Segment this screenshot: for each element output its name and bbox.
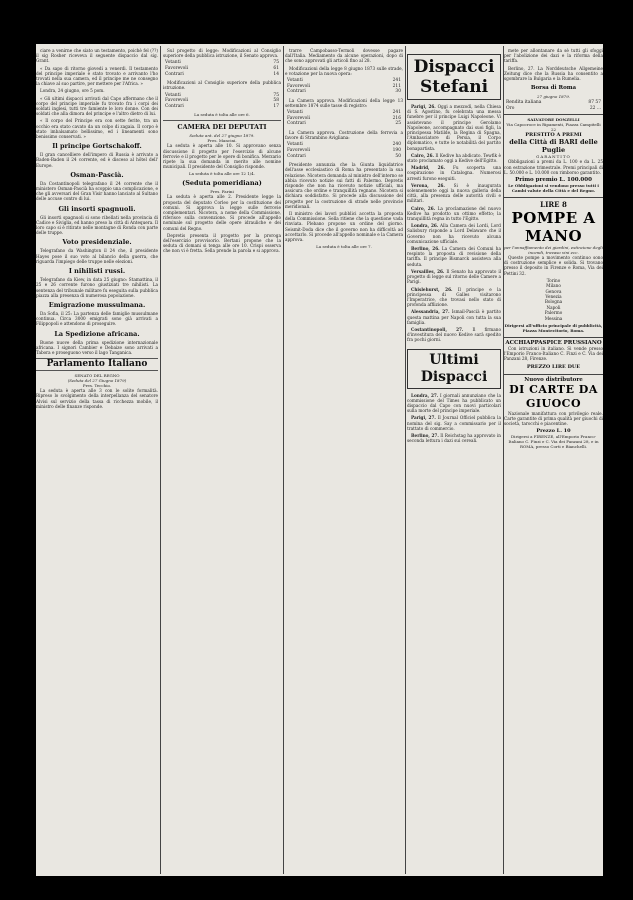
latest-dispatch-list bbox=[407, 393, 501, 444]
table-row: Votanti 75 bbox=[165, 92, 279, 98]
paragraph: Il ministro dei lavori pubblici accetta la proposta della Commissione. Sella ritiene che la questione vada rinviata. Plebano propone un ordine del giorno. Seismit-Doda dice che il governo non ha difficoltà ad accettarlo. Si procede all'appello nominale e la Camera approva. bbox=[285, 211, 403, 243]
paragraph: mete per allontanare da sè tutti gli sfoggi per l'abolizione dei dazi e la riforma della tariffa. bbox=[504, 48, 603, 64]
headline: La Spedizione africana. bbox=[54, 329, 140, 338]
dispatch-item: Costantinopoli, 27. Il firmano d'investitura del nuovo Kedive sarà spedito fra pochi giorni. bbox=[407, 326, 501, 343]
paragraph: Il gran cancelliere dell'impero di Russia è arrivato a Baden-Baden il 24 corrente, ed è disceso al hôtel dell' Europe. bbox=[36, 152, 158, 168]
pump-title: POMPE A MANO bbox=[511, 209, 596, 246]
paragraph: La seduta è aperta alle 3 con le solite formalità. Ripreso lo svolgimento della interpellanza del senatore Alvisi sul servizio della tassa di ricchezza mobile, il ministro delle finanze risponde. bbox=[36, 388, 158, 409]
loan-note: Le Obbligazioni si vendono presso tutti i Cambi valute della Città e del Regno. bbox=[508, 183, 599, 194]
session-date: (Seduta del 27 Giugno 1879) bbox=[67, 378, 127, 384]
closing-note: La seduta è tolta alle ore 6. bbox=[194, 112, 250, 118]
paragraph: Nazionale manifattura con privilegio reale. Carte garantite di prima qualità per giuochi di società, tarocchi e piacentine. bbox=[504, 410, 603, 427]
list-item: Napoli bbox=[546, 304, 561, 310]
table-row: Oro 22 ... bbox=[506, 105, 601, 111]
table-row: Rendita italiana 87 57 bbox=[506, 100, 601, 106]
session-president: Pres. Tecchio. bbox=[82, 383, 112, 389]
paragraph: Con istruzioni in italiano. Si vende presso l'Emporio Franco-Italiano C. Finzi e C. Via dei Panzani 28, Firenze. bbox=[504, 346, 603, 362]
list-item: Venezia bbox=[545, 294, 562, 300]
stamp-advertisement bbox=[504, 337, 603, 372]
dispatch-list bbox=[407, 104, 501, 343]
loan-title: PRESTITO A PREMI bbox=[525, 132, 582, 139]
dispatch-item: Berlino, 27. Il Reichstag ha approvato in seconda lettura i dazi sui cereali. bbox=[407, 432, 501, 444]
list-item: Torino bbox=[546, 277, 561, 283]
paragraph: La Camera approva. Costruzione della ferrovia a favore di Strambino Avigliana: bbox=[285, 129, 403, 141]
section-title: Parlamento Italiano bbox=[36, 358, 158, 371]
closing-note: La seduta è tolta alle ore 7. bbox=[316, 244, 372, 250]
list-item: Bologna bbox=[544, 299, 563, 305]
session-president: Pres. Farini bbox=[210, 189, 234, 195]
stamp-price: PREZZO LIRE DUE bbox=[526, 363, 581, 370]
paragraph: Obbligazioni a premi da L. 100 e da L. 25 con estrazione trimestrale. Premi principali di L. 50.000 e L. 10.000 con rimborso garantito. bbox=[504, 159, 603, 175]
paragraph: Berlino, 27. La Norddeutsche Allgemeine Zeitung dice che la Russia ha consentito a sgombrare la Bulgaria e la Rumelia. bbox=[504, 65, 603, 82]
vote-table bbox=[285, 142, 403, 159]
vote-table bbox=[163, 93, 281, 110]
dispatch-item: Versailles, 26. Il Senato ha approvato il progetto di legge sul ritorno delle Camere a Parigi. bbox=[407, 268, 501, 285]
pump-address: Dirigersi all'ufficio principale di pubblicità, Piazza Montecitorio, Roma. bbox=[504, 323, 603, 334]
paragraph: « Da sapo di ritorno giovedi a venerdi. Il testamento del principe imperiale è stato trovato e arrivanto l'ho trovati nella sua camera, ed il principe me ne consegno la chiave al suo partire, per mettere per l'Africa. » bbox=[36, 65, 158, 87]
list-item: Messina bbox=[544, 315, 563, 321]
closing-note: La seduta è tolta alle ore 12 1/4. bbox=[189, 171, 255, 177]
loan-subtitle: della Città di BARI delle Puglie bbox=[509, 138, 598, 155]
paragraph: La seduta è aperta alle 2. Presidente legge la proposta del deputato Corleo per la costituzione dei comuni. Si approva la legge sulle ferrovie complementari. Nicotera, a nome della Commissione, riferisce sulla convenzione. Si procede all'appello nominale sul progetto delle opere idrauliche e dei comuni del Regno. bbox=[163, 194, 281, 231]
column-4 bbox=[407, 48, 501, 445]
vote-table bbox=[163, 60, 281, 77]
subsection-title: (Seduta pomeridiana) bbox=[182, 179, 262, 188]
list-item: Palermo bbox=[544, 310, 563, 316]
banker-name: SALVATORE DONZELLI bbox=[527, 117, 580, 123]
pump-advertisement bbox=[504, 197, 603, 335]
table-row: Favorevoli 58 bbox=[165, 98, 279, 104]
paragraph: Londra, 24 giugno, ore 5 pom. bbox=[40, 88, 105, 94]
dispatch-item: Cairo, 26. La proclamazione del nuovo Kedive ha prodotto un ottimo effetto; la tranquillità regna in tutto l'Egitto. bbox=[407, 205, 501, 222]
table-row: Contrari 50 bbox=[287, 153, 401, 159]
table-row: Votanti 75 bbox=[165, 60, 279, 66]
dispatch-item: Parigi, 27. Il Journal Officiel pubblica la nomina del sig. Say a commissario per il trattato di commercio. bbox=[407, 415, 501, 431]
paragraph: La Camera approva. Modificazioni della legge 13 settembre 1874 sulle tasse di registro: bbox=[285, 97, 403, 108]
banker-address: Via Capocroce in Ripamenti, Piazza Campitelli 22 bbox=[506, 122, 601, 133]
newspaper-page bbox=[36, 44, 603, 876]
table-row: Favorevoli 211 bbox=[287, 83, 401, 89]
paragraph: trarre Campobasso-Termoli dovesse pagare dall'Italia. Mediamento da alcune operazioni, dopo di che sono approvati gli articoli fino al 28. bbox=[285, 48, 403, 64]
table-row: Contrari 17 bbox=[165, 103, 279, 109]
session-date: Seduta ant. del 27 giugno 1879. bbox=[189, 133, 255, 139]
dispatch-item: Chislehurst, 26. Il principe e la principessa di Galles visitarono l'Imperatrice, che trovasi nello stato di profonda afflizione. bbox=[407, 286, 501, 308]
headline: Emigrazione mussulmana. bbox=[48, 300, 146, 309]
paragraph: Da Costantinopoli telegrafano il 24 corrente che il ministero Osman-Pascià ha scoppio una complicazione, e che gli avversari del Gran Visir hanno lanciato al Sultano delle accuse contro di lui. bbox=[36, 180, 158, 202]
column-3 bbox=[285, 48, 403, 249]
bourse-table bbox=[504, 100, 603, 111]
column-divider bbox=[405, 46, 406, 874]
paragraph: ciare a venirne che siato un testamento, poichè fel (??) il sig Rosher riceveva il seguente dispaccio dal sig. Grant. bbox=[36, 48, 158, 64]
bourse-date: 27 giugno 1879. bbox=[536, 94, 571, 100]
loan-guarantee: GARANTITO bbox=[536, 154, 571, 160]
loan-prize: Primo premio L. 100.000 bbox=[515, 177, 592, 184]
headline: Il principe Gortschakoff. bbox=[52, 142, 142, 151]
paragraph: Presidente annunzia che la Giunta liquidatrice dell'asse ecclesiastico di Roma ha presentato la sua relazione. Nicotera domanda al ministro dell'interno se abbia ricevuto notizie sui fatti di Palermo. Depretis risponde che non ha ricevuto notizie ufficiali, ma assicura che ordine e tranquillità regnano. Nicotera si dichiara soddisfatto. Si procede alla discussione del progetto per la costruzione di strade nelle provincie meridionali. bbox=[285, 162, 403, 209]
paragraph: Queste pompe a movimento continuo sono di costruzione semplice e solida. Si trovano presso il deposito in Firenze e Roma, Via dei Pettini 32. bbox=[504, 255, 603, 276]
dispatch-item: Berlino, 26. La Camera dei Comuni ha respinto la proposta di revisione della tariffa. Il principe Bismarck assisteva alla seduta. bbox=[407, 246, 501, 267]
headline: Osman-Pascià. bbox=[70, 170, 124, 179]
paragraph: La seduta è aperta alle 10. Si approvano senza discussione il progetto per l'esercizio di alcune ferrovie e il progetto per le opere di bonifica. Merzario ripete la sua domanda in merito alle nomine municipali. Il presidente del Consiglio risponde. bbox=[163, 143, 281, 170]
headline: Voto presidenziale. bbox=[62, 238, 132, 247]
column-2 bbox=[163, 48, 281, 256]
dispatches-masthead: Dispacci Stefani bbox=[407, 54, 501, 100]
column-1 bbox=[36, 48, 158, 411]
dispatch-item: Alessandria, 27. Ismail-Pascià è partito questa mattina per Napoli con tutta la sua famiglia. bbox=[407, 309, 501, 325]
column-5 bbox=[504, 48, 603, 451]
paragraph: Modificazioni al Consiglio superiore della pubblica istruzione. bbox=[163, 80, 281, 91]
table-row: Contrari 30 bbox=[287, 89, 401, 95]
table-row: Votanti 241 bbox=[287, 110, 401, 116]
loan-advertisement bbox=[504, 114, 603, 195]
table-row: Contrari 25 bbox=[287, 121, 401, 127]
subsection-title: SENATO DEL REGNO bbox=[74, 373, 120, 379]
paragraph: Telegrafano da Kiew, in data 25 giugno: Stamattina, il 25 e 26 corrente furono giustiziati tre nihilisti. La sentenza del tribunale militare fu eseguita sulla pubblica piazza alla presenza di numerosa popolazione. bbox=[36, 277, 158, 298]
vote-table bbox=[285, 110, 403, 127]
cards-price: Prezzo L. 10 bbox=[536, 428, 571, 435]
dispatch-item: Verona, 26. Si è inaugurata solennemente oggi la nuova galleria della città, alla presenza delle autorità civili e militari. bbox=[407, 182, 501, 204]
cards-address: Dirigersi a FIRENZE, all'Emporio Franco-Italiano C. Finzi e C. Via dei Panzani 28, e in ROMA, presso Corti e Bianchelli. bbox=[508, 434, 599, 450]
table-row: Favorevoli 61 bbox=[165, 66, 279, 71]
table-row: Votanti 241 bbox=[287, 78, 401, 84]
cards-advertisement bbox=[504, 374, 603, 452]
headline: I nihilisti russi. bbox=[68, 267, 126, 276]
pump-city-list bbox=[504, 278, 603, 321]
cards-big-title: DI CARTE DA GIUOCO bbox=[509, 382, 598, 410]
table-row: Votanti 240 bbox=[287, 142, 401, 148]
dispatch-item: Cairo, 26. Il Kedive ha abdicato. Tewfik è stato proclamato oggi a Kedive dell'Egitto. bbox=[407, 152, 501, 164]
cards-title: Nuovo distributore bbox=[524, 376, 583, 383]
table-row: Favorevoli 216 bbox=[287, 115, 401, 121]
paragraph: Telegrafano da Washington il 24 che, il presidente Hayes pose il suo voto al bilancio della guerra, che riguarda l'impiego delle truppe nelle elezioni. bbox=[36, 248, 158, 264]
paragraph: « Gli ultimi dispacci arrivati dal Capo affermano che il corpo del principe imperiale fu trovato fra i corpi dei soldati inglesi, tutti tre famiente le loro donne. Con dei soldati che alla dimora del principe e l'altro dietro di lui. bbox=[36, 95, 158, 117]
paragraph: « Il corpo del Principe era con sette ferite, tra un occhio era stato cavato da un colpo di zagaia. Il corpo è stato imbalsamato bellissimo, ed i lineamenti sono benissimo conservati. » bbox=[36, 118, 158, 140]
paragraph: Depretis presenta il progetto per la proroga dell'esercizio provvisorio. Bertani propone che la seduta di domani si tenga alle ore 10. Crispi osserva che non vi è fretta. Sella prende la parola e si approva. bbox=[163, 232, 281, 254]
paragraph: Gli insorti spagnuoli si sono ribellati nella provincia di Cadice e Siviglia, ed hanno preso la città di Antequera. Il loro capo si è ritirato nelle montagne di Ronda con parte delle truppe. bbox=[36, 214, 158, 236]
paragraph: Da Sofia, il 25: La partenza delle famiglie mussulmane continua. Circa 3000 emigrati sono già arrivati a Filippopoli e attendono di proseguire. bbox=[36, 310, 158, 327]
vote-table bbox=[285, 78, 403, 95]
stamp-title: ACCHIAPPASPICE PRUSSIANO bbox=[505, 340, 602, 347]
paragraph: Sul progetto di legge: Modificazioni al Consiglio superiore della pubblica istruzione, il Senato approva. bbox=[163, 48, 281, 59]
table-row: Contrari 14 bbox=[165, 71, 279, 77]
list-item: Genova bbox=[545, 288, 562, 294]
paragraph: Buone nuove della prima spedizione internazionale africana. I signori Cambier e Debaize sono arrivati a Tabora e proseguono verso il lago Tanganica. bbox=[36, 339, 158, 355]
section-title: CAMERA DEI DEPUTATI bbox=[163, 120, 281, 131]
column-divider bbox=[283, 46, 284, 874]
session-president: Pres. Mancini. bbox=[207, 138, 237, 144]
price-title: LIRE 8 bbox=[540, 200, 567, 210]
pump-subtitle: per l'annaffiamento dei giardini, estinzione degli incendi, travaso vini ecc. bbox=[504, 245, 603, 256]
list-item: Milano bbox=[546, 283, 561, 289]
dispatch-item: Londra, 26. Alla Camera dei Lordi, Lord Salisbury risponde a Lord Delaware che il Governo non ha ricevuto alcuna comunicazione ufficiale. bbox=[407, 223, 501, 244]
latest-dispatches-masthead: Ultimi Dispacci bbox=[407, 349, 501, 389]
bourse-title: Borsa di Roma bbox=[530, 85, 577, 92]
dispatch-item: Londra, 27. I giornali annunziano che la commissione del Times ha pubblicato un dispaccio dal Capo con nuovi particolari sulla morte del principe imperiale. bbox=[407, 392, 501, 414]
lead-paragraphs bbox=[36, 48, 158, 139]
dispatch-item: Madrid, 26. Fu scoperta una cospirazione in Catalogna. Numerosi arresti furono eseguiti. bbox=[407, 165, 501, 181]
headline: Gli insorti spagnuoli. bbox=[58, 204, 136, 213]
paragraph: Modificazioni della legge 8 giugno 1873 sulle strade, e votazione per la nuova opera: bbox=[285, 65, 403, 76]
column-divider bbox=[160, 46, 161, 874]
table-row: Favorevoli 190 bbox=[287, 147, 401, 153]
dispatch-item: Parigi, 26. Oggi a mezzodì, nella Chiesa di S. Agostino, fu celebrata una messa funebre per il principe Luigi Napoleone. Vi assistevano il principe Gerolamo Napoleone, accompagnato dai suoi figli, la principessa Matilde, la Regina di Spagna, l'Ambasciatore di Persia, il Corpo diplomatico, e tutte le notabilità del partito bonapartista. bbox=[407, 104, 501, 151]
